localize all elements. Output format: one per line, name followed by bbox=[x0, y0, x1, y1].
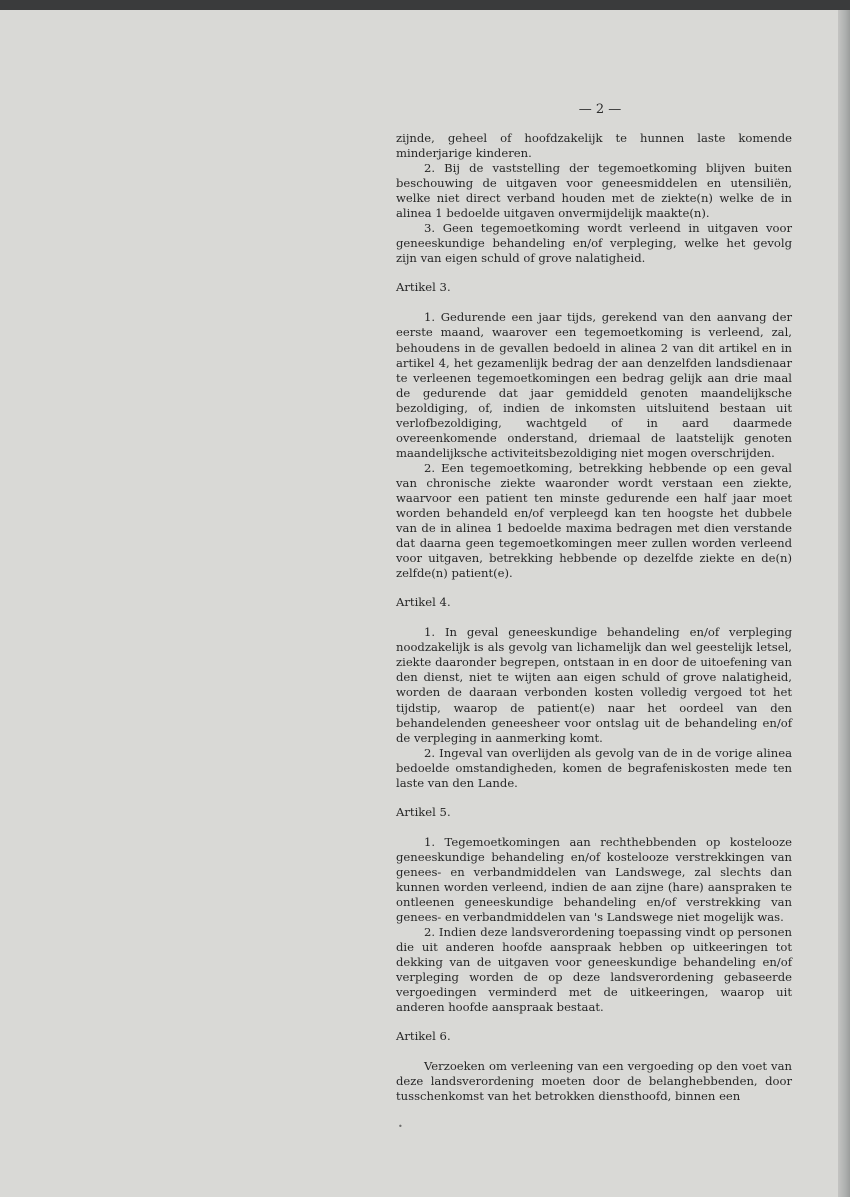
heading-artikel-4: Artikel 4. bbox=[396, 595, 451, 610]
paragraph-art3-item1: 1. Gedurende een jaar tijds, gerekend van den aanvang der eerste maand, waarover een tegemoetkoming is verleend, zal, behoudens in de gevallen bedoeld in alinea 2 van dit artikel en in artikel 4, het gezamenlijk bedrag der aan denzelfden landsdienaar te verleenen tegemoetkomingen een bedrag gelijk aan drie maal de gedurende dat jaar gemiddeld genoten maandelijksche bezoldiging, of, indien de inkomsten uitsluitend bestaan uit verlofbezoldiging, wachtgeld of in aard daarmede overeenkomende onderstand, driemaal de laatstelijk genoten maandelijksche activiteitsbezoldiging niet mogen overschrijden. bbox=[396, 310, 792, 460]
paragraph-art4-item1: 1. In geval geneeskundige behandeling en/of verpleging noodzakelijk is als gevolg van lichamelijk dan wel geestelijk letsel, ziekte daaronder begrepen, ontstaan in en door de uitoefening van den dienst, niet te wijten aan eigen schuld of grove nalatigheid, worden de daaraan verbonden kosten volledig vergoed tot het tijdstip, waarop de patient(e) naar het oordeel van den behandelenden geneesheer voor ontslag uit de behandeling en/of de verpleging in aanmerking komt. bbox=[396, 625, 792, 745]
heading-artikel-6: Artikel 6. bbox=[396, 1029, 451, 1044]
page-edge-shadow bbox=[838, 10, 850, 1197]
paragraph-art5-item2: 2. Indien deze landsverordening toepassing vindt op personen die uit anderen hoofde aanspraak hebben op uitkeeringen tot dekking van de uitgaven voor geneeskundige behandeling en/of verpleging worden de op deze landsverordening gebaseerde vergoedingen verminderd met de uitkeeringen, waarop uit anderen hoofde aanspraak bestaat. bbox=[396, 925, 792, 1015]
document-body bbox=[396, 131, 792, 1104]
heading-artikel-3: Artikel 3. bbox=[396, 280, 451, 295]
paragraph-art4-item2: 2. Ingeval van overlijden als gevolg van de in de vorige alinea bedoelde omstandigheden, komen de begrafeniskosten mede ten laste van den Lande. bbox=[396, 745, 792, 790]
speck-mark: • bbox=[398, 1122, 403, 1131]
page-number: — 2 — bbox=[578, 102, 622, 117]
paragraph-art6: Verzoeken om verleening van een vergoeding op den voet van deze landsverordening moeten door de belanghebbenden, door tusschenkomst van het betrokken diensthoofd, binnen een bbox=[396, 1059, 792, 1104]
heading-artikel-5: Artikel 5. bbox=[396, 804, 451, 819]
paragraph-art2-item3: 3. Geen tegemoetkoming wordt verleend in uitgaven voor geneeskundige behandeling en/of verpleging, welke het gevolg zijn van eigen schuld of grove nalatigheid. bbox=[396, 221, 792, 266]
paragraph-art2-item2: 2. Bij de vaststelling der tegemoetkoming blijven buiten beschouwing de uitgaven voor geneesmiddelen en utensiliën, welke niet direct verband houden met de ziekte(n) welke de in alinea 1 bedoelde uitgaven onvermijdelijk maakte(n). bbox=[396, 161, 792, 221]
paragraph-continuation: zijnde, geheel of hoofdzakelijk te hunnen laste komende minderjarige kinderen. bbox=[396, 131, 792, 161]
document-page bbox=[0, 10, 838, 1197]
paragraph-art5-item1: 1. Tegemoetkomingen aan rechthebbenden op kostelooze geneeskundige behandeling en/of kostelooze verstrekkingen van genees- en verbandmiddelen van Landswege, zal slechts dan kunnen worden verleend, indien de aan zijne (hare) aanspraken te ontleenen geneeskundige behandeling en/of verstrekking van genees- en verbandmiddelen van 's Landswege niet mogelijk was. bbox=[396, 834, 792, 925]
paragraph-art3-item2: 2. Een tegemoetkoming, betrekking hebbende op een geval van chronische ziekte waaronder wordt verstaan een ziekte, waarvoor een patient ten minste gedurende een half jaar moet worden behandeld en/of verpleegd kan ten hoogste het dubbele van de in alinea 1 bedoelde maxima bedragen met dien verstande dat daarna geen tegemoetkomingen meer zullen worden verleend voor uitgaven, betrekking hebbende op dezelfde ziekte en de(n) zelfde(n) patient(e). bbox=[396, 460, 792, 581]
